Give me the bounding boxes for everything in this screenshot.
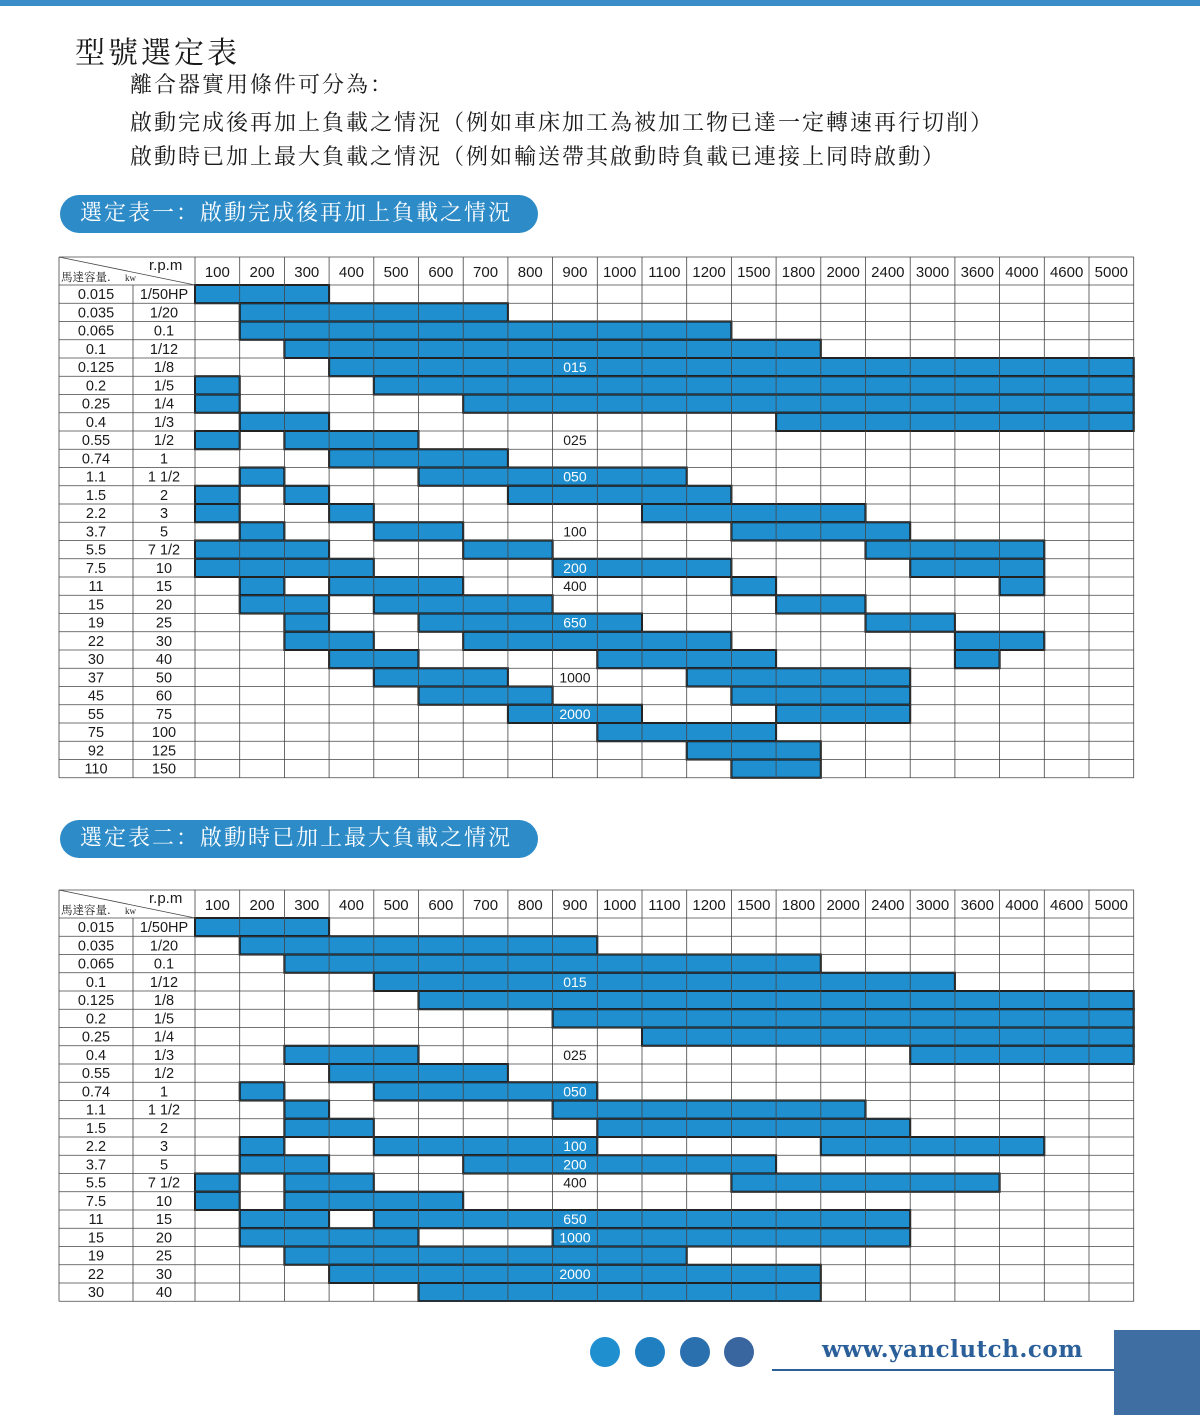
model-size-label: 2000 (559, 1265, 591, 1282)
selection-span (731, 577, 776, 595)
rpm-header-cell: 3000 (915, 897, 950, 914)
hp-cell: 0.1 (153, 323, 175, 340)
kw-cell: 1.5 (85, 1120, 107, 1137)
kw-cell: 30 (87, 1285, 105, 1302)
selection-span (240, 577, 285, 595)
kw-cell: 0.015 (77, 287, 115, 304)
selection-span (195, 1174, 240, 1192)
hp-cell: 2 (159, 1120, 169, 1137)
corner-motor-label: 馬達容量. (61, 903, 111, 917)
corner-block (1114, 1330, 1200, 1415)
rpm-header-cell: 5000 (1094, 264, 1129, 281)
selection-span (329, 504, 374, 522)
kw-cell: 0.55 (81, 1066, 111, 1083)
grid-svg (58, 256, 1135, 779)
kw-cell: 2.2 (85, 1139, 107, 1156)
rpm-header-cell: 3600 (960, 264, 994, 281)
rpm-header-cell: 2400 (871, 264, 905, 281)
rpm-header-cell: 500 (383, 264, 409, 281)
selection-span (195, 285, 329, 303)
hp-cell: 25 (155, 1248, 173, 1265)
corner-kw-label: kw (125, 906, 136, 916)
kw-cell: 15 (87, 1230, 105, 1247)
rpm-header-cell: 1000 (602, 897, 637, 914)
hp-cell: 30 (155, 633, 173, 650)
model-size-label: 050 (563, 1083, 587, 1100)
model-size-label: 200 (563, 559, 587, 576)
kw-cell: 11 (88, 1212, 104, 1229)
selection-span (419, 687, 553, 705)
hp-cell: 40 (155, 1285, 173, 1302)
hp-cell: 20 (155, 1230, 173, 1247)
selection-span (240, 468, 285, 486)
rpm-header-cell: 1800 (781, 264, 816, 281)
rpm-header-cell: 4600 (1049, 897, 1084, 914)
hp-cell: 5 (159, 1157, 169, 1174)
hp-cell: 1 1/2 (147, 1102, 181, 1119)
dot-3 (680, 1337, 710, 1367)
kw-cell: 7.5 (85, 560, 107, 577)
selection-span (195, 431, 240, 449)
rpm-header-cell: 700 (473, 264, 499, 281)
kw-cell: 19 (87, 1248, 105, 1265)
website-link[interactable]: www.yanclutch.com (822, 1336, 1084, 1363)
model-size-label: 650 (563, 614, 587, 631)
selection-span (195, 541, 329, 559)
hp-cell: 3 (159, 506, 169, 523)
hp-cell: 0.1 (153, 956, 175, 973)
hp-cell: 1/4 (153, 396, 175, 413)
rpm-header-cell: 400 (338, 897, 364, 914)
table-2-heading: 選定表二：啟動時已加上最大負載之情況 (60, 820, 538, 858)
hp-cell: 50 (155, 670, 173, 687)
hp-cell: 1/3 (153, 414, 175, 431)
rpm-header-cell: 3000 (915, 264, 950, 281)
hp-cell: 1/50HP (139, 920, 189, 937)
rpm-header-cell: 200 (249, 264, 275, 281)
rpm-header-cell: 4000 (1005, 264, 1039, 281)
selection-span (195, 376, 240, 394)
kw-cell: 0.25 (81, 396, 111, 413)
kw-cell: 0.55 (81, 433, 111, 450)
kw-cell: 37 (87, 670, 105, 687)
selection-span (240, 1137, 285, 1155)
rpm-header-cell: 900 (562, 264, 588, 281)
rpm-header-cell: 600 (428, 264, 454, 281)
hp-cell: 10 (155, 560, 173, 577)
model-size-label: 650 (563, 1211, 587, 1228)
model-size-label: 2000 (559, 705, 591, 722)
kw-cell: 1.5 (85, 487, 107, 504)
kw-cell: 15 (87, 597, 105, 614)
kw-cell: 7.5 (85, 1193, 107, 1210)
rpm-header-cell: 1500 (737, 264, 771, 281)
rpm-header-cell: 800 (517, 264, 543, 281)
rpm-header-cell: 100 (204, 264, 230, 281)
intro-line-3: 啟動時已加上最大負載之情況（例如輸送帶其啟動時負載已連接上同時啟動） (130, 145, 947, 170)
model-size-label: 050 (563, 468, 587, 485)
kw-cell: 0.1 (85, 341, 107, 358)
model-size-label: 025 (563, 1046, 587, 1063)
hp-cell: 7 1/2 (147, 542, 181, 559)
intro-line-1: 離合器實用條件可分為： (130, 73, 395, 98)
table-1-heading: 選定表一：啟動完成後再加上負載之情況 (60, 195, 538, 233)
rpm-header-cell: 500 (383, 897, 409, 914)
selection-span (642, 1028, 1134, 1046)
kw-cell: 0.74 (81, 1084, 111, 1101)
kw-cell: 0.125 (77, 360, 115, 377)
dot-2 (635, 1337, 665, 1367)
dot-4 (724, 1337, 754, 1367)
model-size-label: 400 (563, 578, 587, 595)
selection-span (284, 486, 329, 504)
hp-cell: 1/50HP (139, 287, 189, 304)
hp-cell: 15 (155, 1212, 173, 1229)
top-rule (0, 0, 1200, 6)
model-size-label: 025 (563, 432, 587, 449)
hp-cell: 1/4 (153, 1029, 175, 1046)
kw-cell: 19 (87, 615, 105, 632)
selection-span (374, 376, 1134, 394)
selection-span (195, 504, 240, 522)
selection-span (240, 1082, 285, 1100)
selection-span (1000, 577, 1045, 595)
selection-span (374, 973, 955, 991)
kw-cell: 11 (88, 579, 104, 596)
hp-cell: 7 1/2 (147, 1175, 181, 1192)
hp-cell: 1 (159, 1084, 169, 1101)
rpm-header-cell: 3600 (960, 897, 994, 914)
selection-span (374, 668, 508, 686)
hp-cell: 150 (151, 761, 177, 778)
hp-cell: 1/5 (153, 378, 175, 395)
selection-span (642, 504, 866, 522)
selection-span (597, 1119, 910, 1137)
corner-motor-label: 馬達容量. (61, 270, 111, 284)
selection-table-2 (58, 889, 1134, 1302)
rpm-header-cell: 1100 (648, 897, 681, 914)
kw-cell: 3.7 (85, 524, 107, 541)
hp-cell: 25 (155, 615, 173, 632)
hp-cell: 75 (155, 706, 173, 723)
kw-cell: 0.4 (85, 414, 107, 431)
model-size-label: 015 (563, 359, 587, 376)
selection-span (955, 650, 1000, 668)
kw-cell: 0.2 (85, 1011, 107, 1028)
rpm-header-cell: 5000 (1094, 897, 1129, 914)
rpm-header-cell: 2000 (826, 897, 860, 914)
rpm-header-cell: 900 (562, 897, 588, 914)
kw-cell: 1.1 (85, 469, 107, 486)
rpm-header-cell: 4000 (1005, 897, 1039, 914)
kw-cell: 0.065 (77, 323, 115, 340)
selection-span (329, 577, 463, 595)
kw-cell: 0.74 (81, 451, 111, 468)
rpm-header-cell: 2000 (826, 264, 860, 281)
hp-cell: 1/12 (149, 341, 179, 358)
kw-cell: 0.065 (77, 956, 115, 973)
selection-span (910, 1046, 1133, 1064)
selection-span (284, 1046, 418, 1064)
selection-span (240, 322, 732, 340)
hp-cell: 10 (155, 1193, 173, 1210)
selection-table-1 (58, 256, 1134, 779)
hp-cell: 2 (159, 487, 169, 504)
selection-span (821, 1137, 1045, 1155)
hp-cell: 1/12 (149, 974, 179, 991)
hp-cell: 1/8 (153, 360, 175, 377)
page-title: 型號選定表 (75, 36, 240, 71)
selection-span (284, 431, 418, 449)
model-size-label: 1000 (559, 1229, 591, 1246)
kw-cell: 0.125 (77, 993, 115, 1010)
kw-cell: 1.1 (85, 1102, 107, 1119)
kw-cell: 2.2 (85, 506, 107, 523)
rpm-header-cell: 1200 (692, 897, 726, 914)
model-size-label: 400 (563, 1174, 587, 1191)
selection-span (776, 705, 910, 723)
hp-cell: 1/8 (153, 993, 175, 1010)
kw-cell: 30 (87, 652, 105, 669)
selection-span (553, 1101, 866, 1119)
selection-span (284, 1247, 686, 1265)
kw-cell: 5.5 (85, 542, 107, 559)
hp-cell: 60 (155, 688, 173, 705)
hp-cell: 125 (151, 743, 177, 760)
hp-cell: 1 1/2 (147, 469, 181, 486)
selection-span (284, 614, 329, 632)
rpm-header-cell: 600 (428, 897, 454, 914)
rpm-header-cell: 1000 (602, 264, 637, 281)
kw-cell: 0.4 (85, 1047, 107, 1064)
decorative-dots (590, 1337, 760, 1367)
model-size-label: 100 (563, 1138, 587, 1155)
rpm-header-cell: 300 (294, 264, 320, 281)
model-size-label: 015 (563, 973, 587, 990)
rpm-header-cell: 400 (338, 264, 364, 281)
model-size-label: 1000 (559, 669, 591, 686)
rpm-header-cell: 200 (249, 897, 275, 914)
model-size-label: 200 (563, 1156, 587, 1173)
kw-cell: 0.1 (85, 974, 107, 991)
selection-span (553, 1009, 1134, 1027)
kw-cell: 0.25 (81, 1029, 111, 1046)
selection-span (687, 741, 821, 759)
kw-cell: 92 (87, 743, 105, 760)
selection-span (419, 1283, 821, 1301)
corner-kw-label: kw (125, 273, 136, 283)
kw-cell: 0.2 (85, 378, 107, 395)
hp-cell: 30 (155, 1266, 173, 1283)
kw-cell: 5.5 (85, 1175, 107, 1192)
rpm-header-cell: 1100 (648, 264, 681, 281)
selection-span (910, 559, 1044, 577)
selection-span (463, 395, 1133, 413)
website-underline (772, 1369, 1114, 1371)
kw-cell: 0.035 (77, 938, 115, 955)
rpm-header-cell: 1200 (692, 264, 726, 281)
selection-span (195, 1192, 240, 1210)
kw-cell: 110 (84, 761, 108, 778)
selection-span (195, 486, 240, 504)
hp-cell: 1/20 (149, 938, 179, 955)
model-size-label: 100 (563, 523, 587, 540)
rpm-header-cell: 100 (204, 897, 230, 914)
kw-cell: 0.035 (77, 305, 115, 322)
selection-span (687, 668, 911, 686)
hp-cell: 1 (159, 451, 169, 468)
rpm-header-cell: 2400 (871, 897, 905, 914)
hp-cell: 100 (151, 725, 177, 742)
hp-cell: 1/20 (149, 305, 179, 322)
selection-span (195, 918, 329, 936)
kw-cell: 22 (87, 1266, 105, 1283)
hp-cell: 1/5 (153, 1011, 175, 1028)
grid-svg (58, 889, 1135, 1302)
hp-cell: 20 (155, 597, 173, 614)
hp-cell: 1/2 (153, 433, 175, 450)
selection-span (240, 522, 285, 540)
rpm-header-cell: 700 (473, 897, 499, 914)
rpm-header-cell: 1800 (781, 897, 816, 914)
corner-rpm-label: r.p.m (149, 890, 183, 907)
rpm-header-cell: 4600 (1049, 264, 1084, 281)
kw-cell: 22 (87, 633, 105, 650)
rpm-header-cell: 1500 (737, 897, 771, 914)
kw-cell: 45 (87, 688, 105, 705)
selection-span (463, 1155, 776, 1173)
hp-cell: 40 (155, 652, 173, 669)
intro-line-2: 啟動完成後再加上負載之情況（例如車床加工為被加工物已達一定轉速再行切削） (130, 111, 995, 136)
hp-cell: 3 (159, 1139, 169, 1156)
rpm-header-cell: 800 (517, 897, 543, 914)
kw-cell: 75 (87, 725, 105, 742)
kw-cell: 0.015 (77, 920, 115, 937)
hp-cell: 1/2 (153, 1066, 175, 1083)
dot-1 (590, 1337, 620, 1367)
hp-cell: 5 (159, 524, 169, 541)
hp-cell: 15 (155, 579, 173, 596)
selection-span (195, 395, 240, 413)
selection-span (419, 614, 643, 632)
selection-span (508, 486, 732, 504)
corner-rpm-label: r.p.m (149, 257, 183, 274)
kw-cell: 3.7 (85, 1157, 107, 1174)
selection-span (284, 1101, 329, 1119)
hp-cell: 1/3 (153, 1047, 175, 1064)
rpm-header-cell: 300 (294, 897, 320, 914)
kw-cell: 55 (87, 706, 105, 723)
